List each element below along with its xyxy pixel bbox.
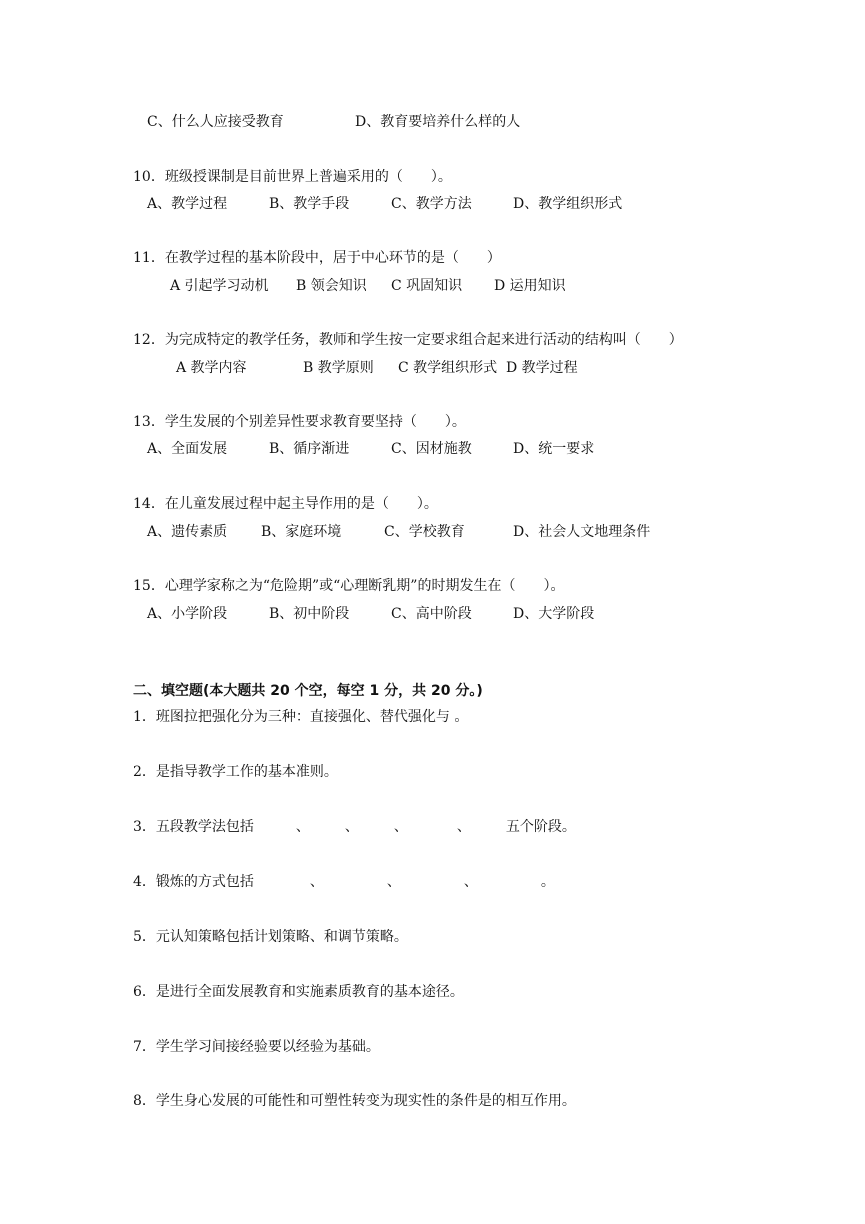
option-a: A 教学内容 bbox=[176, 360, 247, 376]
option-c: C、因材施教 bbox=[391, 441, 472, 457]
fill-in-question: 6．是进行全面发展教育和实施素质教育的基本途径。 bbox=[133, 984, 464, 1000]
option-d: D 教学过程 bbox=[506, 360, 578, 376]
option-b: B、循序渐进 bbox=[269, 441, 350, 457]
option-a: A、遗传素质 bbox=[147, 524, 228, 540]
option-d: D、统一要求 bbox=[513, 441, 595, 457]
option-b: B 领会知识 bbox=[296, 278, 367, 294]
fill-in-question: 7．学生学习间接经验要以经验为基础。 bbox=[133, 1039, 380, 1055]
option-c: C 教学组织形式 bbox=[398, 360, 498, 376]
option-c: C、高中阶段 bbox=[391, 606, 472, 622]
fill-in-question: 3．五段教学法包括 、 、 、 、 五个阶段。 bbox=[133, 819, 576, 835]
option-c: C、学校教育 bbox=[384, 524, 465, 540]
option-d: D、大学阶段 bbox=[513, 606, 595, 622]
fill-in-question: 2．是指导教学工作的基本准则。 bbox=[133, 764, 338, 780]
fill-in-question: 1．班图拉把强化分为三种：直接强化、替代强化与 。 bbox=[133, 709, 469, 725]
question-stem: 11．在教学过程的基本阶段中，居于中心环节的是（ ） bbox=[133, 250, 501, 266]
fill-in-question: 4．锻炼的方式包括 、 、 、 。 bbox=[133, 874, 555, 890]
option-b: B、教学手段 bbox=[269, 196, 350, 212]
option-d: D、社会人文地理条件 bbox=[513, 524, 651, 540]
option-a: A、教学过程 bbox=[147, 196, 228, 212]
option-d: D 运用知识 bbox=[494, 278, 566, 294]
option-b: B 教学原则 bbox=[303, 360, 374, 376]
question-stem: 13．学生发展的个别差异性要求教育要坚持（ ）。 bbox=[133, 414, 466, 430]
option-a: A、小学阶段 bbox=[147, 606, 228, 622]
option-b: B、家庭环境 bbox=[261, 524, 342, 540]
option-a: A 引起学习动机 bbox=[170, 278, 269, 294]
option-d: D、教育要培养什么样的人 bbox=[355, 114, 521, 130]
option-b: B、初中阶段 bbox=[269, 606, 350, 622]
option-a: A、全面发展 bbox=[147, 441, 228, 457]
fill-in-question: 5．元认知策略包括计划策略、和调节策略。 bbox=[133, 929, 408, 945]
option-c: C 巩固知识 bbox=[391, 278, 463, 294]
question-stem: 14．在儿童发展过程中起主导作用的是（ ）。 bbox=[133, 496, 438, 512]
question-stem: 12．为完成特定的教学任务，教师和学生按一定要求组合起来进行活动的结构叫（ ） bbox=[133, 332, 683, 348]
fill-in-question: 8．学生身心发展的可能性和可塑性转变为现实性的条件是的相互作用。 bbox=[133, 1093, 576, 1109]
option-c: C、教学方法 bbox=[391, 196, 472, 212]
question-stem: 10．班级授课制是目前世界上普遍采用的（ ）。 bbox=[133, 169, 452, 185]
option-c: C、什么人应接受教育 bbox=[147, 114, 284, 130]
option-d: D、教学组织形式 bbox=[513, 196, 623, 212]
section-title: 二、填空题(本大题共 20 个空，每空 1 分，共 20 分。) bbox=[133, 683, 483, 699]
question-stem: 15．心理学家称之为“危险期”或“心理断乳期”的时期发生在（ ）。 bbox=[133, 578, 565, 594]
